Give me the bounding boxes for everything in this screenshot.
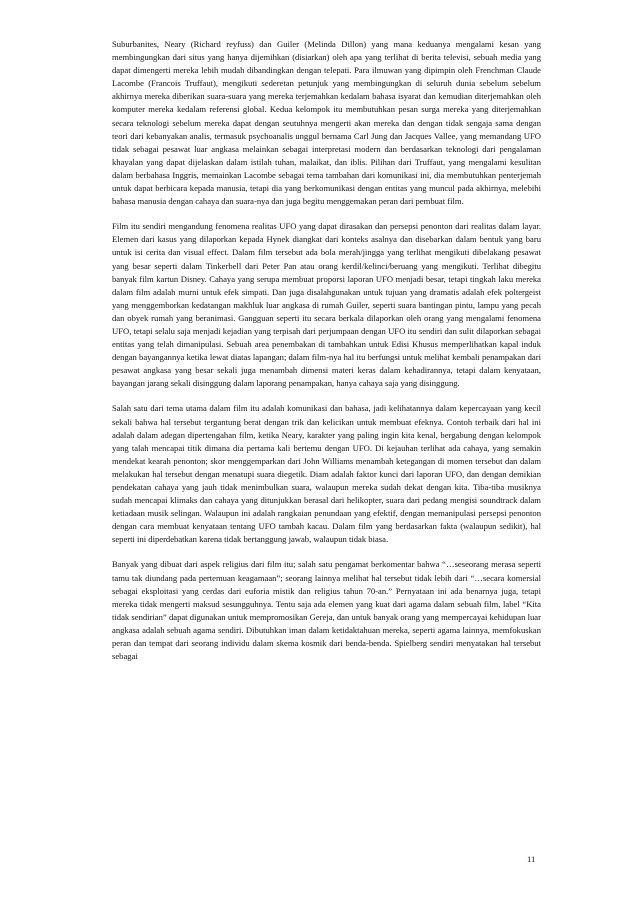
- paragraph-1: Suburbanites, Neary (Richard reyfuss) dan Guiler (Melinda Dillon) yang mana keduanya mengalami kesan yang membingungkan dari situs yang hanya dijemihkan (disiarkan) oleh apa yang terlihat di berita televisi, sebuah media yang dapat dimengerti mereka lebih mudah dibandingkan dengan telepati. Para ilmuwan yang dipimpin oleh Frenchman Claude Lacombe (Francois Truffaut), mengikuti sederetan petunjuk yang membingungkan di seluruh dunia sebelum sebelum akhirnya mereka diberikan suara-suara yang mereka terjemahkan kedalam bahasa isyarat dan kemudian diterjemahkan oleh komputer mereka kedalam referensi global. Kedua kelompok itu membutuhkan pesan surga mereka yang diterjemahkan secara teknologi sebelum mereka dapat dengan seutuhnya mengerti akan mereka dan dengan tidak sengaja sama dengan teori dari kebanyakan analis, termasuk psychoanalis unggul bernama Carl Jung dan Jacques Vallee, yang memandang UFO tidak sebagai pesawat luar angkasa melainkan sebagai interpretasi modern dan berdasarkan teknologi dari pengalaman khayalan yang dapat dijelaskan dalam istilah tuhan, malaikat, dan iblis. Pilihan dari Truffaut, yang mengalami kesulitan dalam berbahasa Inggris, memainkan Lacombe sebagai tema tambahan dari komunikasi ini, dia membutuhkan penterjemah untuk dapat berbicara kepada manusia, tetapi dia yang berkomunikasi dengan entitas yang muncul pada akhirnya, melebihi bahasa manusia dengan cahaya dan suara-nya dan juga begitu menggemakan peran dari pembuat film.: [112, 39, 541, 207]
- paragraph-2: Film itu sendiri mengandung fenomena realitas UFO yang dapat dirasakan dan persepsi penonton dari realitas dalam layar. Elemen dari kasus yang dilaporkan kepada Hynek diangkat dari konteks asalnya dan disebarkan dalam bentuk yang baru untuk isi cerita dan visual effect. Dalam film tersebut ada bola merah/jingga yang terlihat mengikuti dibelakang pesawat yang besar seperti dalam Tinkerbell dari Peter Pan atau orang kerdil/kelinci/beruang yang mengikuti. Terlihat dibegitu banyak film kartun Disney. Cahaya yang serupa membuat proporsi laporan UFO menjadi besar, tetapi tingkah laku mereka dalam film adalah murni untuk efek simpati. Dan juga disalahgunakan untuk tujuan yang dramatis adalah efek poltergeist yang menggemborkan kedatangan makhluk luar angkasa di rumah Guiler, seperti suara bantingan pintu, lampu yang pecah dan obyek rumah yang beranimasi. Gangguan seperti itu secara berkala dilaporkan oleh orang yang mengalami fenomena UFO, tetapi selalu saja menjadi kejadian yang terpisah dari perjumpaan dengan UFO itu sendiri dan sulit dilaporkan sebagai entitas yang telah dimanipulasi. Sebuah area penembakan di tambahkan untuk Edisi Khusus memperlihatkan kapal induk dengan bayangannya ketika lewat diatas lapangan; dalam film-nya hal itu berfungsi untuk melihat kembali penampakan dari pesawat angkasa yang besar sekali juga menambah dimensi materi keras dalam kehadirannya, tetapi dalam kenyataan, bayangan jarang sekali disinggung dalam laporang penampakan, hanya cahaya saja yang disinggung.: [112, 221, 541, 389]
- paragraph-3: Salah satu dari tema utama dalam film itu adalah komunikasi dan bahasa, jadi kelihatannya dalam kepercayaan yang kecil sekali bahwa hal tersebut tergantung berat dengan trik dan kelicikan untuk membuat efeknya. Contoh terbaik dari hal ini adalah dalam adegan dipertengahan film, ketika Neary, karakter yang paling ingin kita kenal, bergabung dengan kelompok yang talah mencapai titik dimana dia pertama kali bertemu dengan UFO. Di kejauhan terlihat ada cahaya, yang semakin mendekat kearah penonton; skor menggemparkan dari John Williams menambah ketegangan di momen tersebut dan dalam melakukan hal tersebut dengan menatupi suara diegetik. Diam adalah faktor kunci dari laporan UFO, dan dengan demikian pendekatan cahaya yang jauh tidak menimbulkan suara, walaupun mereka sudah dekat dengan kita. Tiba-tiba musiknya sudah mencapai klimaks dan cahaya yang ditunjukkan berasal dari helikopter, suara dari pedang mengisi soundtrack dalam ketiadaan musik selingan. Walaupun ini adalah rangkaian penundaan yang efektif, dengan memanipulasi persepsi penonton dengan cara membuat kenyataan tentang UFO tambah kacau. Dalam film yang berdasarkan fakta (walaupun sedikit), hal seperti ini diperdebatkan karena tidak bertanggung jawab, walaupun tidak biasa.: [112, 403, 541, 545]
- document-body: [112, 38, 541, 675]
- page-number: 11: [527, 854, 536, 864]
- paragraph-4: Banyak yang dibuat dari aspek religius dari film itu; salah satu pengamat berkomentar bahwa “…seseorang merasa seperti tamu tak diundang pada pertemuan keagamaan”; seorang lainnya melihat hal tersebut tidak lebih dari “…secara komersial sebagai eksploitasi yang cerdas dari euforia mistik dan religius tahun 70-an.” Pernyataan ini ada benarnya juga, tetapi mereka tidak mengerti maksud sesungguhnya. Tentu saja ada elemen yang kuat dari agama dalam sebuah film, label “Kita tidak sendirian” dapat digunakan untuk mempromosikan Gereja, dan untuk banyak orang yang mempercayai kehidupan luar angkasa adalah sebuah agama sendiri. Dibutuhkan iman dalam ketidaktahuan mereka, seperti agama lainnya, memfokuskan peran dan tempat dari seorang individu dalam skema kosmik dari benda-benda. Spielberg sendiri menyatakan hal tersebut sebagai: [112, 559, 541, 662]
